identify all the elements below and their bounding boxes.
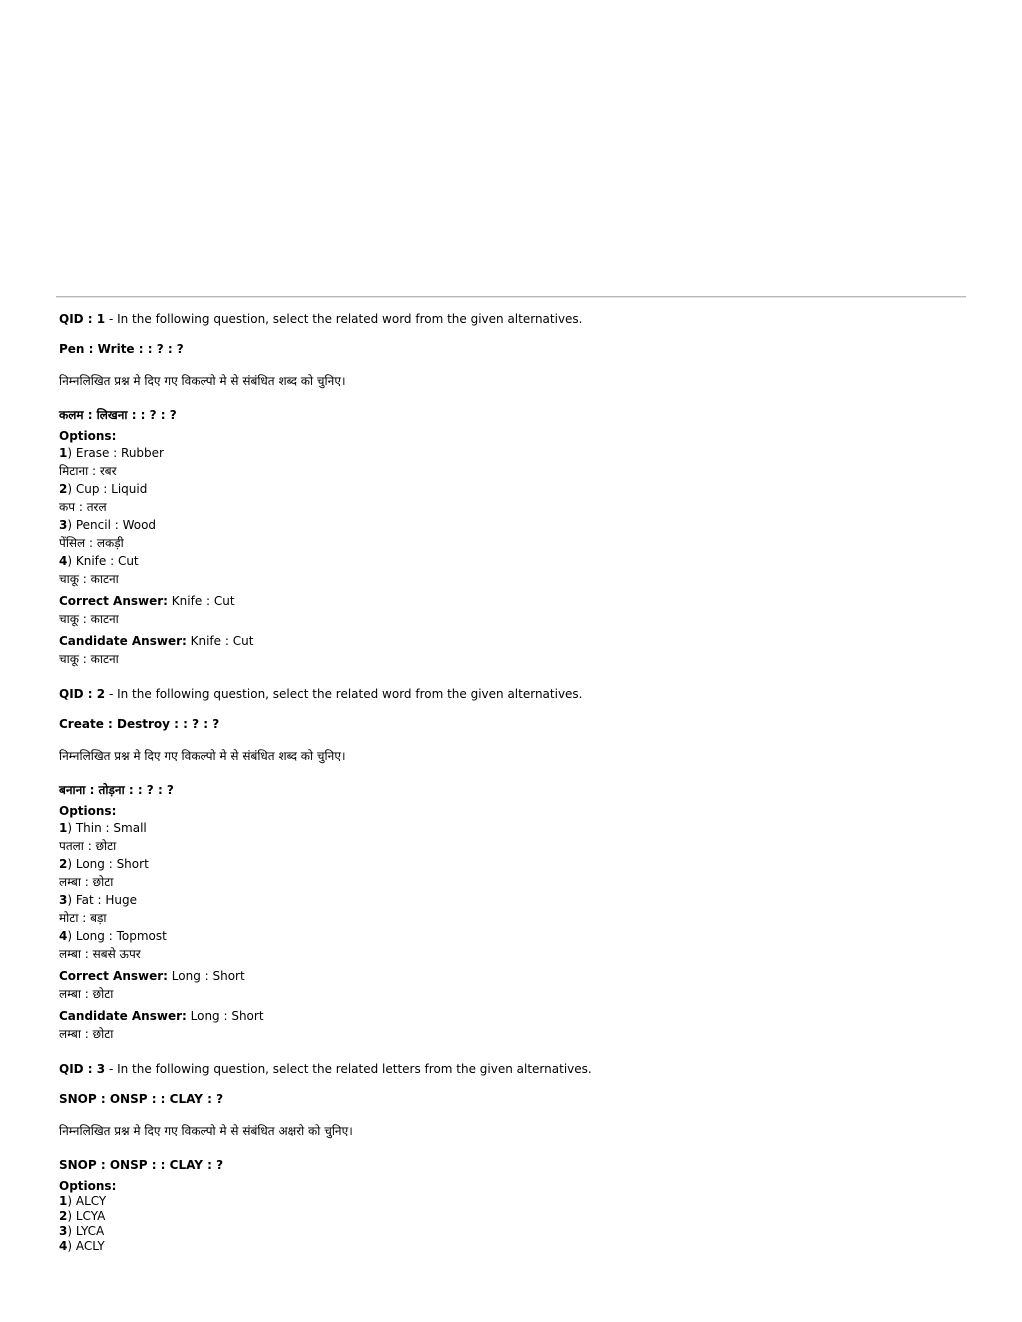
option-text-hi: चाकू : काटना (59, 572, 119, 586)
option-3 (59, 516, 959, 534)
correct-answer-hi: लम्बा : छोटा (59, 987, 114, 1001)
option-text-en: ) Cup : Liquid (67, 482, 148, 496)
question-pair-hi: SNOP : ONSP : : CLAY : ? (59, 1158, 224, 1172)
option-text-en: ) Erase : Rubber (67, 446, 164, 460)
option-text-en: ) ALCY (67, 1194, 107, 1208)
candidate-answer (59, 1007, 959, 1043)
option-4 (59, 1239, 959, 1254)
options-list (59, 819, 959, 963)
option-text-hi: मिटाना : रबर (59, 464, 117, 478)
option-text-en: ) Thin : Small (67, 821, 147, 835)
option-text-hi: मोटा : बड़ा (59, 911, 107, 925)
correct-answer-hi: चाकू : काटना (59, 612, 119, 626)
option-number: 2 (59, 1209, 68, 1223)
candidate-answer-hi: लम्बा : छोटा (59, 1027, 114, 1041)
question-prompt-en: - In the following question, select the related letters from the given alternatives. (105, 1062, 592, 1076)
option-number: 3 (59, 1224, 68, 1238)
option-number: 1 (59, 1194, 68, 1208)
option-text-en: ) ACLY (67, 1239, 105, 1253)
option-number: 3 (59, 518, 68, 532)
correct-answer (59, 592, 959, 628)
option-text-en: ) Long : Short (67, 857, 149, 871)
question-3 (59, 1062, 959, 1254)
options-list (59, 444, 959, 588)
correct-answer-en (59, 967, 959, 985)
option-text-en: ) Knife : Cut (67, 554, 139, 568)
option-number: 1 (59, 821, 68, 835)
question-prompt-hi: निम्नलिखित प्रश्न मे दिए गए विकल्पो मे से संबंधित शब्द को चुनिए। (59, 374, 346, 388)
qid-label: QID : 1 (59, 312, 106, 326)
option-number: 2 (59, 482, 68, 496)
qid-label: QID : 3 (59, 1062, 106, 1076)
question-header (59, 1062, 959, 1077)
candidate-answer (59, 632, 959, 668)
option-text-en: ) Fat : Huge (67, 893, 138, 907)
option-3 (59, 1224, 959, 1239)
option-text-en: ) Long : Topmost (67, 929, 167, 943)
question-list (59, 312, 959, 1273)
qid-label: QID : 2 (59, 687, 106, 701)
option-1 (59, 444, 959, 462)
option-1 (59, 1194, 959, 1209)
option-1 (59, 819, 959, 837)
option-number: 1 (59, 446, 68, 460)
option-number: 4 (59, 554, 68, 568)
question-header (59, 312, 959, 327)
option-4 (59, 927, 959, 945)
option-text-en: ) LCYA (67, 1209, 106, 1223)
question-pair-en: Pen : Write : : ? : ? (59, 342, 184, 356)
question-header (59, 687, 959, 702)
question-prompt-hi: निम्नलिखित प्रश्न मे दिए गए विकल्पो मे से संबंधित अक्षरो को चुनिए। (59, 1124, 353, 1138)
correct-answer-en (59, 592, 959, 610)
option-number: 2 (59, 857, 68, 871)
option-2 (59, 855, 959, 873)
option-text-hi: लम्बा : सबसे ऊपर (59, 947, 141, 961)
option-text-en: ) LYCA (67, 1224, 105, 1238)
option-text-hi: कप : तरल (59, 500, 107, 514)
option-text-en: ) Pencil : Wood (67, 518, 157, 532)
option-text-hi: पेंसिल : लकड़ी (59, 536, 124, 550)
options-label: Options: (59, 1179, 117, 1193)
option-text-hi: लम्बा : छोटा (59, 875, 114, 889)
correct-answer-label: Correct Answer: (59, 594, 168, 608)
option-number: 4 (59, 929, 68, 943)
question-prompt-en: - In the following question, select the related word from the given alternatives. (105, 687, 583, 701)
options-list (59, 1194, 959, 1254)
question-pair-hi: कलम : लिखना : : ? : ? (59, 408, 177, 422)
question-pair-hi: बनाना : तोड़ना : : ? : ? (59, 783, 174, 797)
option-text-hi: पतला : छोटा (59, 839, 117, 853)
question-pair-en: Create : Destroy : : ? : ? (59, 717, 220, 731)
candidate-answer-label: Candidate Answer: (59, 1009, 187, 1023)
candidate-answer-hi: चाकू : काटना (59, 652, 119, 666)
option-4 (59, 552, 959, 570)
question-prompt-en: - In the following question, select the related word from the given alternatives. (105, 312, 583, 326)
options-label: Options: (59, 804, 117, 818)
question-prompt-hi: निम्नलिखित प्रश्न मे दिए गए विकल्पो मे से संबंधित शब्द को चुनिए। (59, 749, 346, 763)
candidate-answer-value: Knife : Cut (186, 634, 254, 648)
question-2 (59, 687, 959, 1043)
question-pair-en: SNOP : ONSP : : CLAY : ? (59, 1092, 224, 1106)
options-label: Options: (59, 429, 117, 443)
option-number: 3 (59, 893, 68, 907)
header-divider (56, 296, 966, 298)
correct-answer-value: Long : Short (167, 969, 245, 983)
candidate-answer-label: Candidate Answer: (59, 634, 187, 648)
correct-answer (59, 967, 959, 1003)
option-2 (59, 480, 959, 498)
candidate-answer-en (59, 632, 959, 650)
option-number: 4 (59, 1239, 68, 1253)
option-3 (59, 891, 959, 909)
candidate-answer-value: Long : Short (186, 1009, 264, 1023)
correct-answer-value: Knife : Cut (167, 594, 235, 608)
question-1 (59, 312, 959, 668)
candidate-answer-en (59, 1007, 959, 1025)
correct-answer-label: Correct Answer: (59, 969, 168, 983)
option-2 (59, 1209, 959, 1224)
